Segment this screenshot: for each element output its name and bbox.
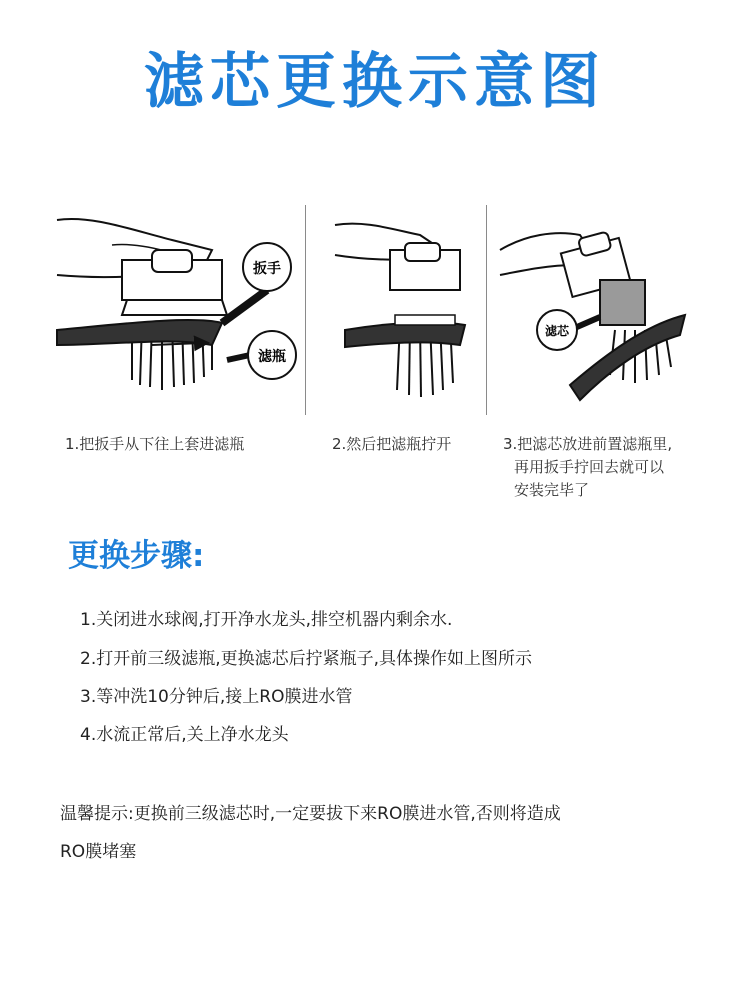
caption-step-3-line-2: 再用扳手拧回去就可以 [514, 458, 665, 476]
illustration-divider [305, 205, 306, 415]
step-item: 3.等冲洗10分钟后,接上RO膜进水管 [80, 687, 353, 707]
illustration-step-3 [495, 205, 695, 415]
step-item: 4.水流正常后,关上净水龙头 [80, 725, 289, 745]
illustration-divider [486, 205, 487, 415]
illustration-step-2 [325, 205, 475, 415]
caption-step-2: 2.然后把滤瓶拧开 [332, 435, 452, 453]
illustration-step-1 [52, 205, 302, 415]
step-item: 2.打开前三级滤瓶,更换滤芯后拧紧瓶子,具体操作如上图所示 [80, 649, 533, 669]
step-item: 1.关闭进水球阀,打开净水龙头,排空机器内剩余水. [80, 610, 453, 630]
caption-step-3-line-3: 安装完毕了 [514, 481, 590, 499]
steps-heading: 更换步骤: [68, 538, 205, 574]
callout-bottle-label: 滤瓶 [258, 349, 286, 365]
warm-tip-line-1: 温馨提示:更换前三级滤芯时,一定要拔下来RO膜进水管,否则将造成 [60, 804, 561, 824]
callout-wrench-label: 扳手 [253, 261, 281, 277]
warm-tip-line-2: RO膜堵塞 [60, 842, 137, 862]
caption-step-1: 1.把扳手从下往上套进滤瓶 [65, 435, 245, 453]
page-title: 滤芯更换示意图 [144, 47, 606, 117]
caption-step-3-line-1: 3.把滤芯放进前置滤瓶里, [503, 435, 673, 453]
callout-cartridge-label: 滤芯 [544, 324, 570, 338]
